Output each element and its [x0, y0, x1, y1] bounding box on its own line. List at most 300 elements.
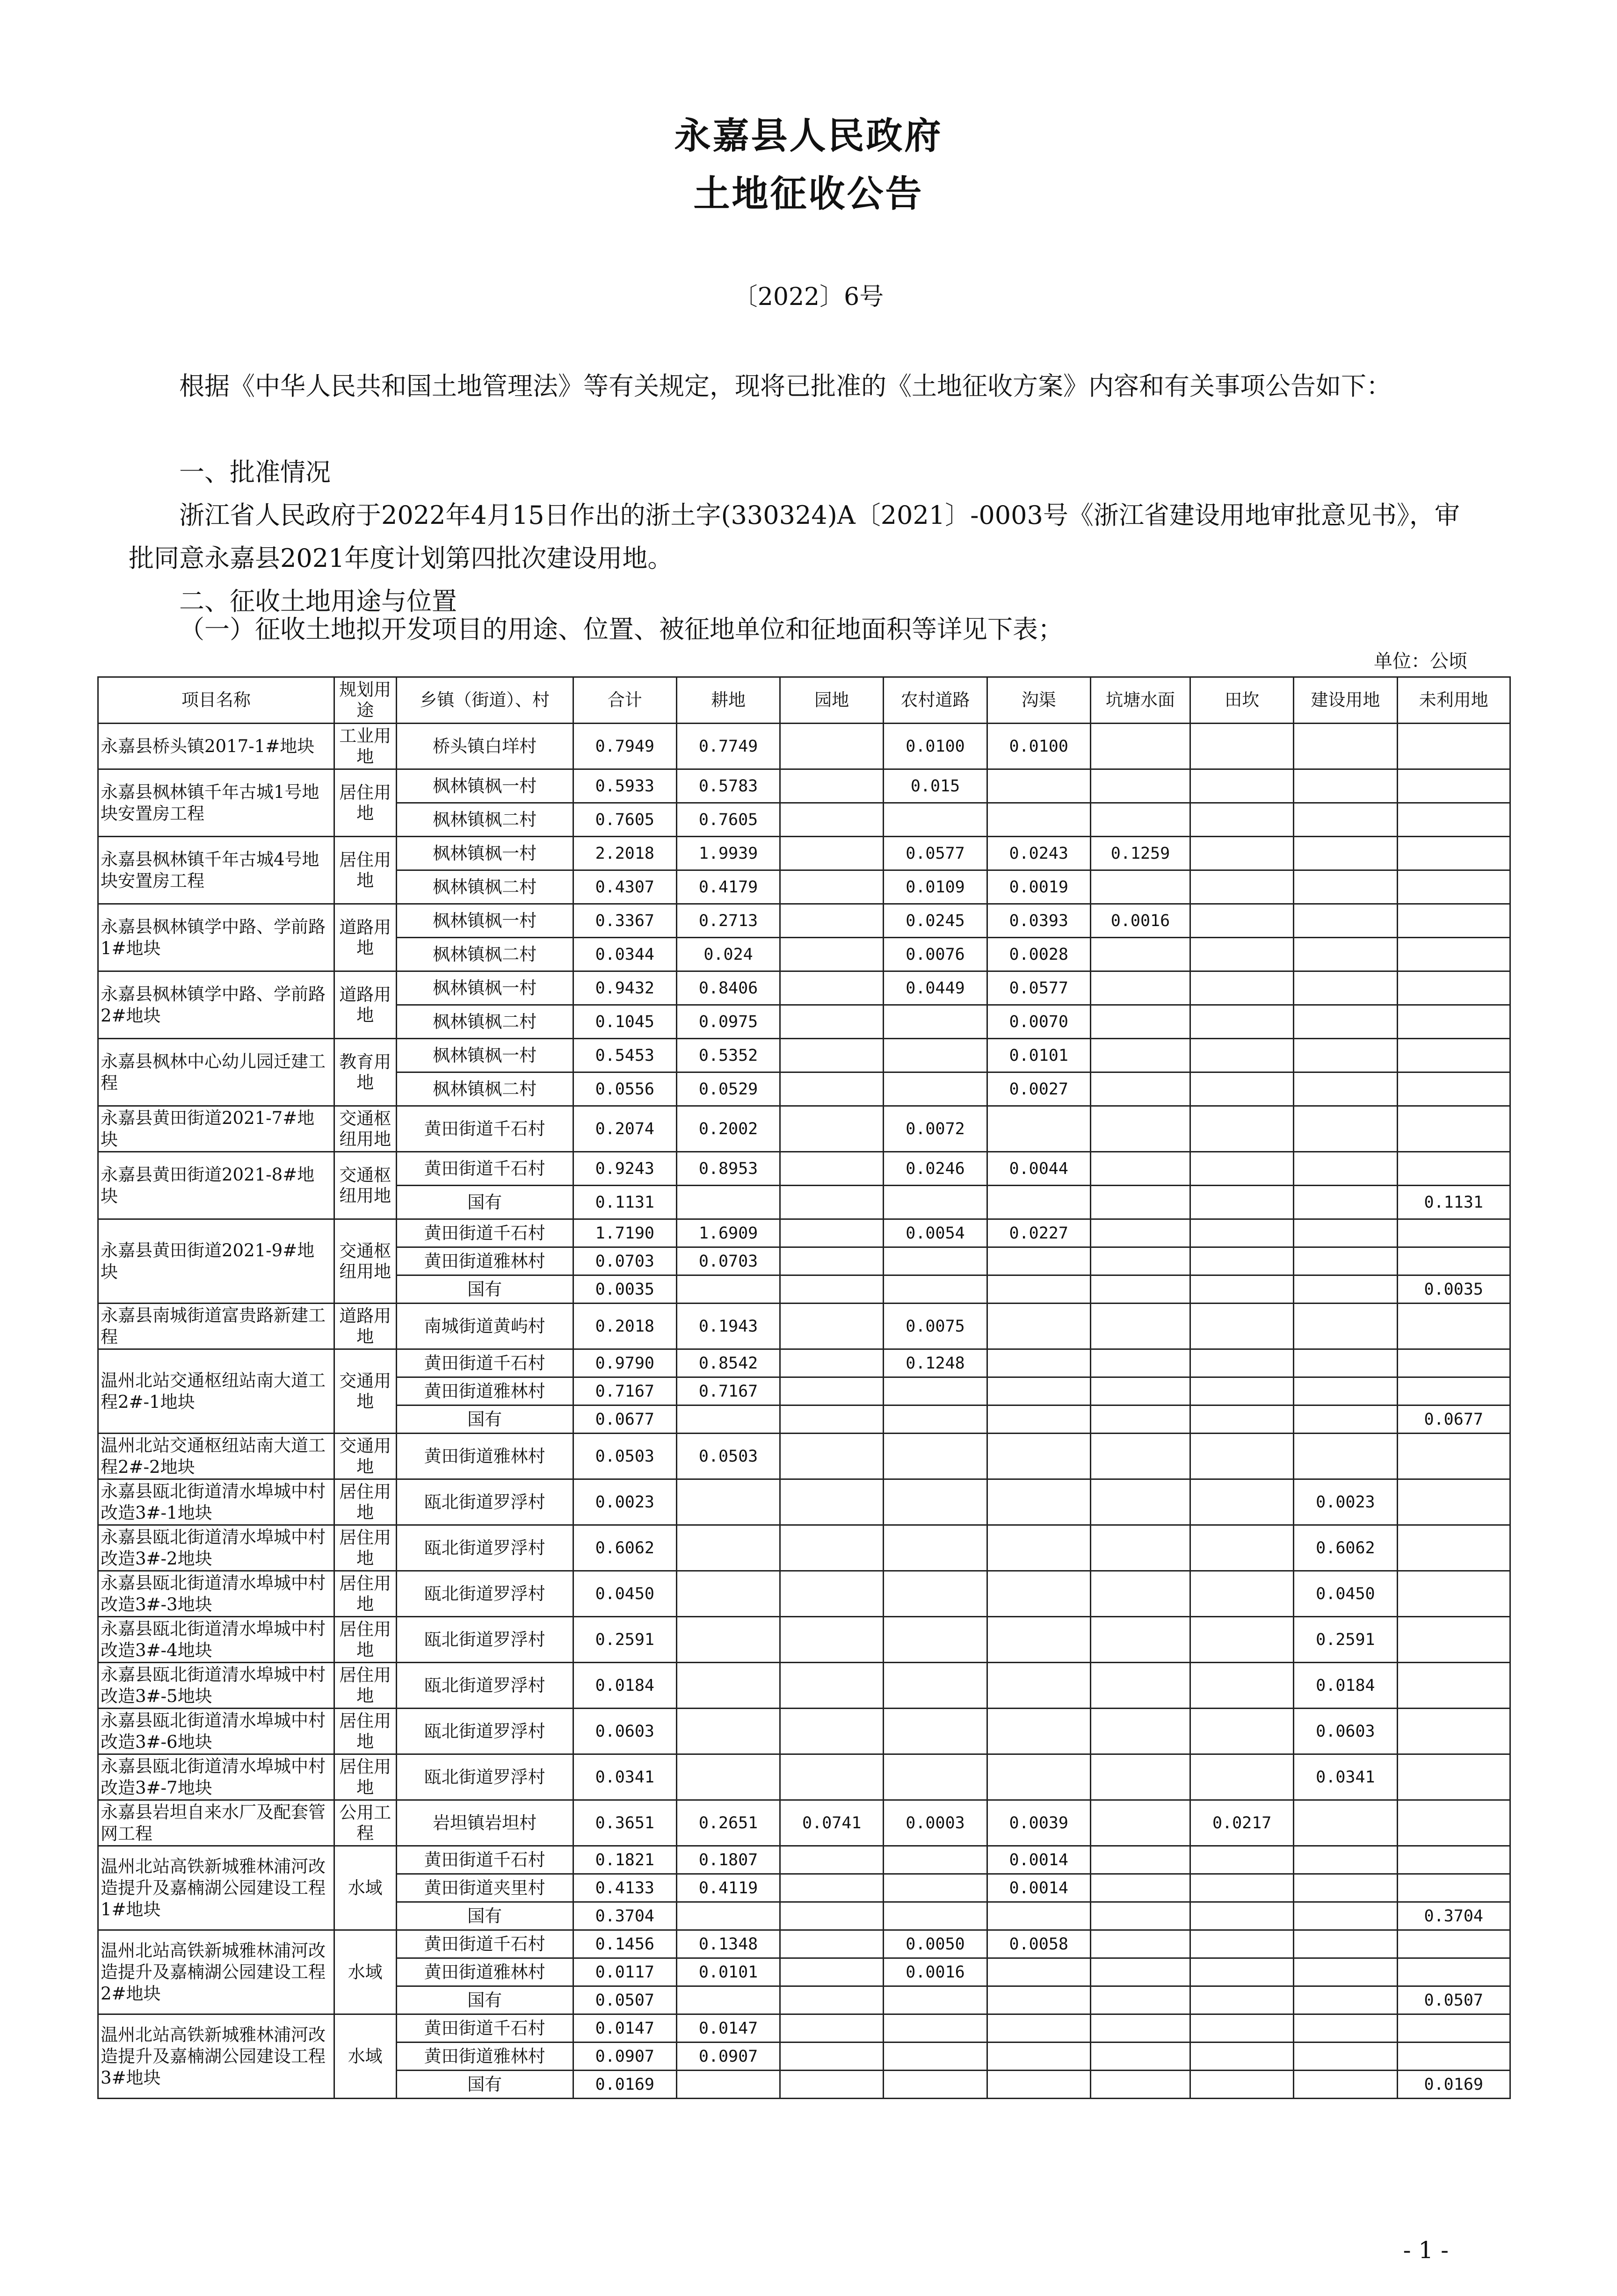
table-row: [98, 1106, 1510, 1152]
area-value-cell: [1190, 837, 1294, 870]
area-value-cell: 0.1045: [573, 1005, 676, 1039]
table-row: [98, 1479, 1510, 1525]
area-value-cell: 0.0503: [573, 1434, 676, 1479]
area-value-cell: [1190, 1958, 1294, 1986]
area-value-cell: [1090, 2071, 1190, 2099]
table-row: [98, 904, 1510, 938]
area-value-cell: [1190, 1434, 1294, 1479]
area-value-cell: [780, 1005, 884, 1039]
column-header: 沟渠: [987, 677, 1090, 724]
area-value-cell: 0.0245: [884, 904, 987, 938]
table-row: [98, 1525, 1510, 1571]
project-name-cell: 温州北站交通枢纽站南大道工程2#-2地块: [98, 1434, 334, 1479]
area-value-cell: [676, 1986, 780, 2014]
area-value-cell: [1090, 2014, 1190, 2042]
area-value-cell: [1294, 1275, 1397, 1304]
area-value-cell: 0.0028: [987, 938, 1090, 971]
location-cell: 黄田街道千石村: [396, 1349, 573, 1377]
paragraph-table-intro: （一）征收土地拟开发项目的用途、位置、被征地单位和征地面积等详见下表；: [179, 615, 1063, 644]
area-value-cell: [780, 1958, 884, 1986]
area-value-cell: [1397, 769, 1510, 803]
document-number: 〔2022〕6号: [733, 283, 884, 311]
table-row: [98, 1754, 1510, 1800]
area-value-cell: 0.0169: [1397, 2071, 1510, 2099]
area-value-cell: [1190, 1846, 1294, 1874]
area-value-cell: [1090, 971, 1190, 1005]
table-body: [98, 724, 1510, 2099]
area-value-cell: [1294, 971, 1397, 1005]
area-value-cell: [1397, 2042, 1510, 2071]
area-value-cell: [1190, 1186, 1294, 1219]
area-value-cell: [987, 1186, 1090, 1219]
area-value-cell: 0.2591: [1294, 1617, 1397, 1663]
area-value-cell: [1090, 1986, 1190, 2014]
area-value-cell: [1294, 1186, 1397, 1219]
location-cell: 瓯北街道罗浮村: [396, 1617, 573, 1663]
location-cell: 枫林镇枫二村: [396, 803, 573, 837]
location-cell: 枫林镇枫一村: [396, 837, 573, 870]
area-value-cell: 0.6062: [1294, 1525, 1397, 1571]
area-value-cell: [1397, 1479, 1510, 1525]
area-value-cell: [1190, 1754, 1294, 1800]
area-value-cell: 0.0027: [987, 1072, 1090, 1106]
area-value-cell: 0.024: [676, 938, 780, 971]
area-value-cell: [1190, 1663, 1294, 1709]
area-value-cell: [780, 2014, 884, 2042]
area-value-cell: 0.0035: [573, 1275, 676, 1304]
area-value-cell: [780, 2071, 884, 2099]
area-value-cell: 0.0039: [987, 1800, 1090, 1846]
area-value-cell: [1294, 1958, 1397, 1986]
area-value-cell: [676, 1754, 780, 1800]
area-value-cell: [884, 1709, 987, 1754]
project-name-cell: 温州北站高铁新城雅林浦河改造提升及嘉楠湖公园建设工程2#地块: [98, 1930, 334, 2014]
area-value-cell: 0.0227: [987, 1219, 1090, 1247]
area-value-cell: 0.0184: [1294, 1663, 1397, 1709]
area-value-cell: [1090, 1930, 1190, 1958]
area-value-cell: [1190, 2014, 1294, 2042]
area-value-cell: 0.1259: [1090, 837, 1190, 870]
location-cell: 瓯北街道罗浮村: [396, 1525, 573, 1571]
area-value-cell: 0.8542: [676, 1349, 780, 1377]
table-row: [98, 1219, 1510, 1247]
planned-use-cell: 交通用地: [334, 1434, 396, 1479]
area-value-cell: 0.9790: [573, 1349, 676, 1377]
area-value-cell: 0.0184: [573, 1663, 676, 1709]
area-value-cell: [1294, 1930, 1397, 1958]
project-name-cell: 永嘉县瓯北街道清水埠城中村改造3#-5地块: [98, 1663, 334, 1709]
area-value-cell: [1294, 1106, 1397, 1152]
area-value-cell: 0.4307: [573, 870, 676, 904]
location-cell: 瓯北街道罗浮村: [396, 1663, 573, 1709]
location-cell: 枫林镇枫一村: [396, 971, 573, 1005]
area-value-cell: 0.1131: [1397, 1186, 1510, 1219]
area-value-cell: [676, 1405, 780, 1434]
area-value-cell: [780, 1039, 884, 1072]
area-value-cell: 0.0703: [676, 1247, 780, 1275]
area-value-cell: 0.3367: [573, 904, 676, 938]
area-value-cell: 0.0577: [884, 837, 987, 870]
table-row: [98, 1800, 1510, 1846]
section-heading-approval: 一、批准情况: [179, 457, 331, 487]
area-value-cell: 0.3651: [573, 1800, 676, 1846]
area-value-cell: [1294, 837, 1397, 870]
document-title-line2: 土地征收公告: [693, 173, 924, 215]
area-value-cell: [1190, 1005, 1294, 1039]
area-value-cell: [1190, 1247, 1294, 1275]
area-value-cell: [1294, 1039, 1397, 1072]
area-value-cell: [1294, 1072, 1397, 1106]
planned-use-cell: 道路用地: [334, 904, 396, 971]
area-value-cell: 0.0109: [884, 870, 987, 904]
area-value-cell: 0.7949: [573, 724, 676, 769]
area-value-cell: 0.3704: [573, 1902, 676, 1930]
area-value-cell: [780, 837, 884, 870]
area-value-cell: [1090, 1846, 1190, 1874]
paragraph-intro: 根据《中华人民共和国土地管理法》等有关规定，现将已批准的《土地征收方案》内容和有关事项公告如下：: [179, 371, 1392, 401]
area-value-cell: [1090, 1186, 1190, 1219]
area-value-cell: [780, 1874, 884, 1902]
area-value-cell: [1190, 1986, 1294, 2014]
table-row: [98, 1152, 1510, 1186]
area-value-cell: [884, 803, 987, 837]
area-value-cell: [987, 1617, 1090, 1663]
area-value-cell: [780, 1709, 884, 1754]
planned-use-cell: 工业用地: [334, 724, 396, 769]
unit-label: 单位：公顷: [1374, 651, 1467, 672]
area-value-cell: [987, 2014, 1090, 2042]
area-value-cell: [780, 803, 884, 837]
area-value-cell: [987, 1275, 1090, 1304]
area-value-cell: [1190, 1479, 1294, 1525]
area-value-cell: 0.5783: [676, 769, 780, 803]
area-value-cell: [780, 2042, 884, 2071]
area-value-cell: [780, 1846, 884, 1874]
page-number: - 1 -: [1403, 2237, 1449, 2264]
area-value-cell: [1090, 1571, 1190, 1617]
area-value-cell: 0.0677: [573, 1405, 676, 1434]
area-value-cell: [780, 1349, 884, 1377]
area-value-cell: [1294, 2014, 1397, 2042]
area-value-cell: [987, 1902, 1090, 1930]
project-name-cell: 温州北站高铁新城雅林浦河改造提升及嘉楠湖公园建设工程3#地块: [98, 2014, 334, 2099]
area-value-cell: [1090, 1902, 1190, 1930]
area-value-cell: 0.9243: [573, 1152, 676, 1186]
area-value-cell: [1397, 1754, 1510, 1800]
area-value-cell: [987, 1709, 1090, 1754]
area-value-cell: 0.0101: [676, 1958, 780, 1986]
area-value-cell: [884, 1005, 987, 1039]
area-value-cell: [884, 1754, 987, 1800]
planned-use-cell: 居住用地: [334, 769, 396, 837]
area-value-cell: 0.0344: [573, 938, 676, 971]
planned-use-cell: 交通用地: [334, 1349, 396, 1434]
table-row: [98, 1617, 1510, 1663]
area-value-cell: [1090, 1349, 1190, 1377]
area-value-cell: [1397, 1800, 1510, 1846]
area-value-cell: 0.0507: [573, 1986, 676, 2014]
column-header: 园地: [780, 677, 884, 724]
area-value-cell: 0.6062: [573, 1525, 676, 1571]
project-name-cell: 永嘉县南城街道富贵路新建工程: [98, 1304, 334, 1349]
area-value-cell: [676, 2071, 780, 2099]
area-value-cell: 0.0054: [884, 1219, 987, 1247]
area-value-cell: 0.0341: [1294, 1754, 1397, 1800]
area-value-cell: 0.0907: [573, 2042, 676, 2071]
location-cell: 枫林镇枫一村: [396, 904, 573, 938]
area-value-cell: [1090, 769, 1190, 803]
planned-use-cell: 居住用地: [334, 1571, 396, 1617]
area-value-cell: 0.0529: [676, 1072, 780, 1106]
planned-use-cell: 居住用地: [334, 1525, 396, 1571]
area-value-cell: 0.0169: [573, 2071, 676, 2099]
project-name-cell: 永嘉县枫林镇千年古城4号地块安置房工程: [98, 837, 334, 904]
area-value-cell: 0.8406: [676, 971, 780, 1005]
area-value-cell: [676, 1186, 780, 1219]
area-value-cell: [987, 1479, 1090, 1525]
location-cell: 岩坦镇岩坦村: [396, 1800, 573, 1846]
area-value-cell: [1190, 1349, 1294, 1377]
location-cell: 枫林镇枫二村: [396, 1005, 573, 1039]
area-value-cell: [1397, 938, 1510, 971]
location-cell: 黄田街道千石村: [396, 1219, 573, 1247]
area-value-cell: 0.2713: [676, 904, 780, 938]
area-value-cell: [1090, 1874, 1190, 1902]
area-value-cell: [884, 1525, 987, 1571]
area-value-cell: [884, 1663, 987, 1709]
project-name-cell: 永嘉县瓯北街道清水埠城中村改造3#-7地块: [98, 1754, 334, 1800]
area-value-cell: [780, 1571, 884, 1617]
area-value-cell: 0.2074: [573, 1106, 676, 1152]
area-value-cell: [987, 1754, 1090, 1800]
area-value-cell: [780, 1304, 884, 1349]
area-value-cell: [1294, 870, 1397, 904]
area-value-cell: [1090, 1617, 1190, 1663]
area-value-cell: [676, 1571, 780, 1617]
location-cell: 国有: [396, 1186, 573, 1219]
area-value-cell: [884, 1186, 987, 1219]
area-value-cell: 0.0450: [1294, 1571, 1397, 1617]
location-cell: 黄田街道千石村: [396, 1930, 573, 1958]
area-value-cell: 1.7190: [573, 1219, 676, 1247]
column-header: 耕地: [676, 677, 780, 724]
area-value-cell: 0.1248: [884, 1349, 987, 1377]
planned-use-cell: 水域: [334, 1930, 396, 2014]
planned-use-cell: 交通枢纽用地: [334, 1106, 396, 1152]
table-row: [98, 1039, 1510, 1072]
area-value-cell: [1397, 1106, 1510, 1152]
planned-use-cell: 居住用地: [334, 1754, 396, 1800]
location-cell: 瓯北街道罗浮村: [396, 1709, 573, 1754]
area-value-cell: [1090, 1663, 1190, 1709]
area-value-cell: 0.0577: [987, 971, 1090, 1005]
area-value-cell: 0.5453: [573, 1039, 676, 1072]
area-value-cell: [1397, 904, 1510, 938]
area-value-cell: [1190, 1709, 1294, 1754]
location-cell: 枫林镇枫一村: [396, 769, 573, 803]
planned-use-cell: 交通枢纽用地: [334, 1219, 396, 1304]
area-value-cell: [1294, 724, 1397, 769]
location-cell: 枫林镇枫二村: [396, 938, 573, 971]
area-value-cell: 0.0070: [987, 1005, 1090, 1039]
area-value-cell: 0.0058: [987, 1930, 1090, 1958]
area-value-cell: [1090, 870, 1190, 904]
area-value-cell: 0.1943: [676, 1304, 780, 1349]
area-value-cell: [987, 1525, 1090, 1571]
area-value-cell: [987, 1405, 1090, 1434]
project-name-cell: 永嘉县瓯北街道清水埠城中村改造3#-4地块: [98, 1617, 334, 1663]
area-value-cell: [1397, 724, 1510, 769]
area-value-cell: [987, 1986, 1090, 2014]
area-value-cell: [1397, 1304, 1510, 1349]
area-value-cell: [1190, 769, 1294, 803]
area-value-cell: [1294, 769, 1397, 803]
area-value-cell: 0.0023: [1294, 1479, 1397, 1525]
table-row: [98, 1304, 1510, 1349]
area-value-cell: 0.0147: [676, 2014, 780, 2042]
area-value-cell: [884, 1986, 987, 2014]
area-value-cell: [987, 803, 1090, 837]
area-value-cell: [1190, 1874, 1294, 1902]
area-value-cell: [1090, 938, 1190, 971]
area-value-cell: 0.2018: [573, 1304, 676, 1349]
area-value-cell: [676, 1663, 780, 1709]
area-value-cell: [1397, 1219, 1510, 1247]
area-value-cell: [780, 1663, 884, 1709]
area-value-cell: [1397, 1152, 1510, 1186]
area-value-cell: [1090, 1039, 1190, 1072]
area-value-cell: [1294, 1986, 1397, 2014]
area-value-cell: [676, 1525, 780, 1571]
area-value-cell: [987, 1958, 1090, 1986]
area-value-cell: 0.0014: [987, 1874, 1090, 1902]
planned-use-cell: 居住用地: [334, 1617, 396, 1663]
project-name-cell: 永嘉县瓯北街道清水埠城中村改造3#-6地块: [98, 1709, 334, 1754]
project-name-cell: 永嘉县岩坦自来水厂及配套管网工程: [98, 1800, 334, 1846]
area-value-cell: 0.7167: [676, 1377, 780, 1405]
table-row: [98, 769, 1510, 803]
area-value-cell: [780, 1617, 884, 1663]
area-value-cell: [1190, 1304, 1294, 1349]
area-value-cell: 0.0975: [676, 1005, 780, 1039]
area-value-cell: [884, 1902, 987, 1930]
area-value-cell: [1294, 1800, 1397, 1846]
table-row: [98, 1930, 1510, 1958]
area-value-cell: 0.0556: [573, 1072, 676, 1106]
area-value-cell: [1090, 1275, 1190, 1304]
area-value-cell: [1090, 2042, 1190, 2071]
area-value-cell: [884, 1434, 987, 1479]
area-value-cell: [1090, 1479, 1190, 1525]
area-value-cell: 0.015: [884, 769, 987, 803]
area-value-cell: [780, 1434, 884, 1479]
area-value-cell: [1190, 1617, 1294, 1663]
area-value-cell: [780, 1152, 884, 1186]
area-value-cell: [780, 1106, 884, 1152]
location-cell: 黄田街道雅林村: [396, 1958, 573, 1986]
area-value-cell: [1090, 1754, 1190, 1800]
location-cell: 黄田街道千石村: [396, 1846, 573, 1874]
area-value-cell: 0.0741: [780, 1800, 884, 1846]
paragraph-approval: 浙江省人民政府于2022年4月15日作出的浙土字(330324)A〔2021〕-0003号《浙江省建设用地审批意见书》，审批同意永嘉县2021年度计划第四批次建设用地。: [129, 500, 1460, 573]
area-value-cell: 0.0450: [573, 1571, 676, 1617]
project-name-cell: 永嘉县枫林中心幼儿园迁建工程: [98, 1039, 334, 1106]
planned-use-cell: 水域: [334, 2014, 396, 2099]
area-value-cell: 0.0072: [884, 1106, 987, 1152]
column-header: 合计: [573, 677, 676, 724]
area-value-cell: [1294, 1846, 1397, 1874]
project-name-cell: 永嘉县瓯北街道清水埠城中村改造3#-1地块: [98, 1479, 334, 1525]
area-value-cell: [1090, 1219, 1190, 1247]
location-cell: 国有: [396, 1275, 573, 1304]
area-value-cell: [780, 769, 884, 803]
area-value-cell: [1190, 1219, 1294, 1247]
area-value-cell: [1294, 1304, 1397, 1349]
location-cell: 枫林镇枫二村: [396, 870, 573, 904]
area-value-cell: [780, 1902, 884, 1930]
area-value-cell: 1.9939: [676, 837, 780, 870]
location-cell: 黄田街道千石村: [396, 1106, 573, 1152]
area-value-cell: [676, 1275, 780, 1304]
area-value-cell: [884, 1072, 987, 1106]
location-cell: 瓯北街道罗浮村: [396, 1571, 573, 1617]
project-name-cell: 温州北站交通枢纽站南大道工程2#-1地块: [98, 1349, 334, 1434]
location-cell: 黄田街道雅林村: [396, 1434, 573, 1479]
area-value-cell: [1090, 1106, 1190, 1152]
area-value-cell: [884, 1247, 987, 1275]
area-value-cell: 1.6909: [676, 1219, 780, 1247]
area-value-cell: 0.7605: [573, 803, 676, 837]
area-value-cell: [780, 1930, 884, 1958]
project-name-cell: 永嘉县枫林镇学中路、学前路1#地块: [98, 904, 334, 971]
area-value-cell: 0.4119: [676, 1874, 780, 1902]
area-value-cell: [780, 971, 884, 1005]
area-value-cell: [780, 904, 884, 938]
table-header-row: [98, 677, 1510, 724]
planned-use-cell: 居住用地: [334, 1709, 396, 1754]
area-value-cell: [884, 1377, 987, 1405]
area-value-cell: 0.0341: [573, 1754, 676, 1800]
area-value-cell: 0.0603: [1294, 1709, 1397, 1754]
location-cell: 瓯北街道罗浮村: [396, 1754, 573, 1800]
project-name-cell: 永嘉县黄田街道2021-9#地块: [98, 1219, 334, 1304]
area-value-cell: [1294, 2042, 1397, 2071]
location-cell: 黄田街道千石村: [396, 1152, 573, 1186]
area-value-cell: [780, 1377, 884, 1405]
area-value-cell: [1090, 724, 1190, 769]
area-value-cell: [1397, 1377, 1510, 1405]
area-value-cell: [1397, 1247, 1510, 1275]
area-value-cell: [780, 870, 884, 904]
area-value-cell: [1294, 1219, 1397, 1247]
area-value-cell: 0.2002: [676, 1106, 780, 1152]
table-row: [98, 1663, 1510, 1709]
area-value-cell: [1190, 1072, 1294, 1106]
area-value-cell: [884, 1039, 987, 1072]
area-value-cell: 0.4179: [676, 870, 780, 904]
area-value-cell: [676, 1902, 780, 1930]
column-header: 规划用途: [334, 677, 396, 724]
area-value-cell: 0.0075: [884, 1304, 987, 1349]
area-value-cell: [1294, 2071, 1397, 2099]
area-value-cell: [1090, 1072, 1190, 1106]
area-value-cell: [676, 1479, 780, 1525]
area-value-cell: 0.0507: [1397, 1986, 1510, 2014]
area-value-cell: 0.2651: [676, 1800, 780, 1846]
area-value-cell: [780, 1219, 884, 1247]
area-value-cell: [1397, 1663, 1510, 1709]
area-value-cell: [1090, 1152, 1190, 1186]
